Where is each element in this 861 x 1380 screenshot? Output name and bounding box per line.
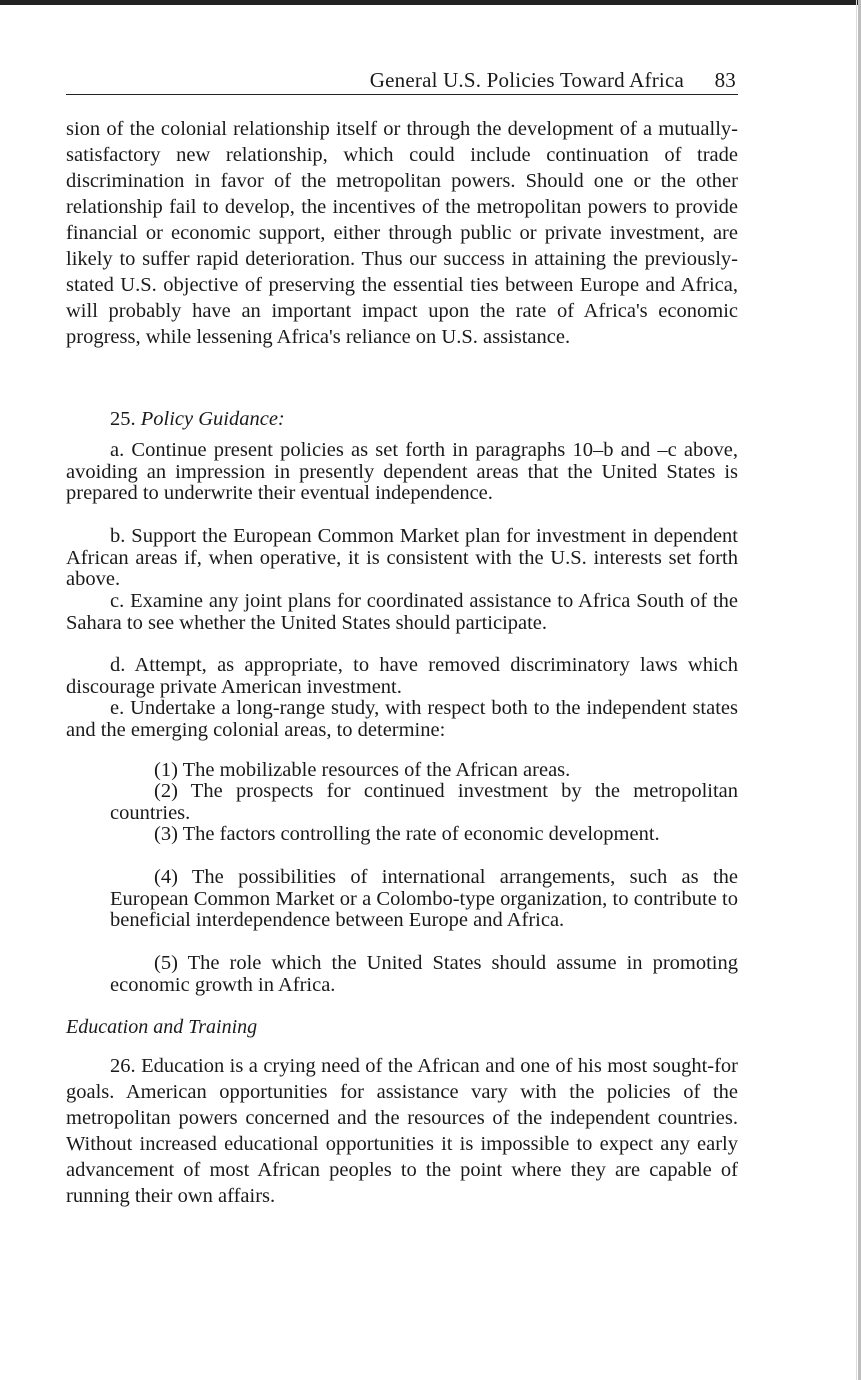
policy-item-d: d. Attempt, as appropriate, to have removed discriminatory laws which discourage private American investment. [66,654,738,698]
paragraph-continuation: sion of the colonial relationship itself or through the development of a mutually-satisfactory new relationship, which could include continuation of trade discrimination in favor of the metropolitan powers. Should one or the other relationship fail to develop, the incentives of the metropolitan powers to provide financial or economic support, either through public or private investment, are likely to suffer rapid deterioration. Thus our success in attaining the previously-stated U.S. objective of preserving the essential ties between Europe and Africa, will probably have an important impact upon the rate of Africa's economic progress, while lessening Africa's reliance on U.S. assistance. [66,118,738,348]
running-header [66,68,738,95]
policy-item-b: b. Support the European Common Market plan for investment in dependent African areas if, when operative, it is consistent with the U.S. interests set forth above. [66,525,738,590]
study-item-4: (4) The possibilities of international arrangements, such as the European Common Market or a Colombo-type organization, to contribute to beneficial interdependence between Europe and Africa. [110,866,738,931]
policy-item-a: a. Continue present policies as set forth in paragraphs 10–b and –c above, avoiding an impression in presently dependent areas that the United States is prepared to underwrite their eventual independence. [66,439,738,504]
paragraph-26: 26. Education is a crying need of the African and one of his most sought-for goals. American opportunities for assistance vary with the policies of the metropolitan powers concerned and the resources of the independent countries. Without increased educational opportunities it is impossible to expect any early advancement of most African peoples to the point where they are capable of running their own affairs. [66,1055,738,1207]
paragraph-25-number: 25. [110,408,136,430]
policy-item-c: c. Examine any joint plans for coordinated assistance to Africa South of the Sahara to see whether the United States should participate. [66,590,738,634]
section-heading: Education and Training [66,1016,258,1038]
page-right-edge-shadow [856,0,857,1380]
study-item-3: (3) The factors controlling the rate of economic development. [154,823,660,845]
paragraph-25-heading [66,406,738,432]
policy-item-e: e. Undertake a long-range study, with respect both to the independent states and the emerging colonial areas, to determine: [66,697,738,741]
paragraph-25-label: Policy Guidance: [140,408,285,430]
page-number: 83 [714,68,736,92]
page-top-edge [0,0,861,5]
study-item-2: (2) The prospects for continued investment by the metropolitan countries. [110,780,738,824]
running-header-title: General U.S. Policies Toward Africa [369,68,684,92]
study-item-5: (5) The role which the United States should assume in promoting economic growth in Africa. [110,952,738,996]
study-item-1: (1) The mobilizable resources of the African areas. [154,759,571,781]
